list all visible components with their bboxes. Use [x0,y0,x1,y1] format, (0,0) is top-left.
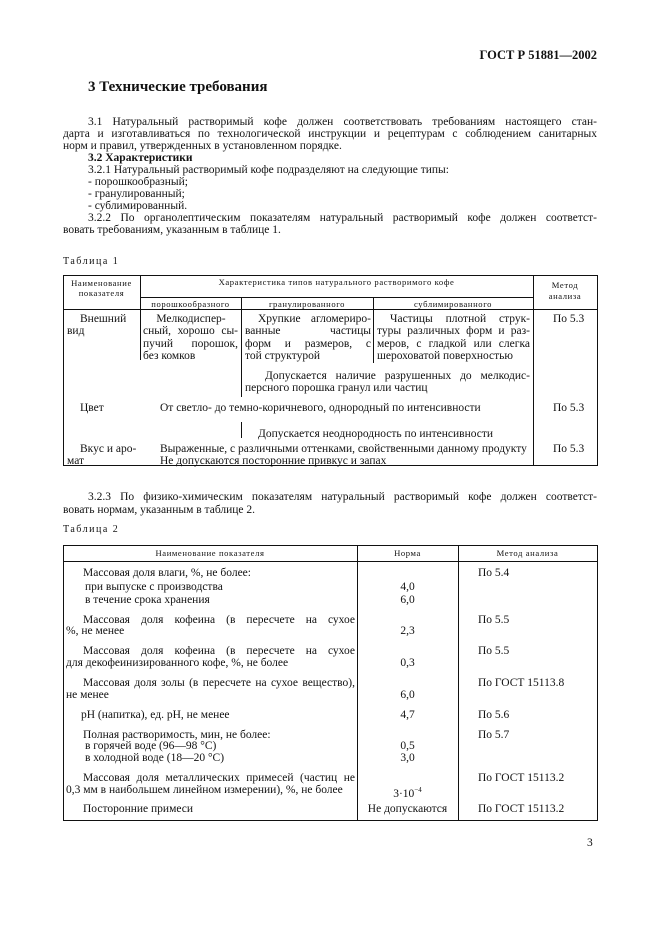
row-name: Полная растворимость, мин, не более: [83,729,271,741]
cell-color: От светло- до темно-коричневого, однородный по интенсивности [160,402,481,414]
cell-granulated: Хрупкие агломериро- [258,313,371,325]
row-norm: 6,0 [400,594,415,606]
divider [533,276,534,465]
row-method: По 5.4 [478,567,510,579]
cell-method: По 5.3 [553,313,585,325]
paragraph-3-2-1: 3.2.1 Натуральный растворимый кофе подразделяют на следующие типы: [88,164,449,176]
divider [458,546,459,820]
row-name: вид [67,325,85,337]
cell-powder: пучий порошок, [143,338,238,350]
col-header-freeze-dried: сублимированного [413,299,493,309]
cell-taste: Не допускаются посторонние привкус и запах [160,455,387,467]
row-name: pH (напитка), ед. pH, не менее [81,709,230,721]
row-name: Внешний [80,313,127,325]
row-name: для декофеинизированного кофе, %, не более [66,657,289,669]
type-list-item: - гранулированный; [88,188,185,200]
cell-granulated: ванные частицы [245,325,371,337]
subsection-title: 3.2 Характеристики [88,152,193,164]
col-header-name: Наименование показателя [155,548,265,558]
row-name: мат [67,455,85,467]
row-name: %, не менее [66,625,125,637]
cell-powder: без комков [143,350,196,362]
cell-freeze-dried: туры различных форм и раз- [377,325,530,337]
type-list-item: - сублимированный. [88,200,188,212]
row-name: в течение срока хранения [85,594,210,606]
table1-caption: Таблица 1 [63,256,120,267]
row-norm: 3,0 [400,752,415,764]
paragraph-3-1-line: норм и правил, утвержденных в установленном порядке. [63,140,342,152]
col-header-granulated: гранулированного [268,299,346,309]
paragraph-3-2-3-line: 3.2.3 По физико-химическим показателям натуральный растворимый кофе должен соответст- [88,491,597,503]
table2-caption: Таблица 2 [63,524,120,535]
cell-granulated: той структурой [245,350,320,362]
row-name: Массовая доля кофеина (в пересчете на сухое [83,645,355,657]
col-header-name: показателя [78,288,125,298]
row-name: Массовая доля влаги, %, не более: [83,567,251,579]
col-header-method: анализа [548,291,582,301]
row-method: По ГОСТ 15113.8 [478,677,565,689]
cell-powder: сный, хорошо сы- [143,325,238,337]
row-name: Массовая доля кофеина (в пересчете на сухое [83,614,355,626]
cell-powder: Мелкодиспер- [156,313,226,325]
cell-taste: Выраженные, с различными оттенками, свойственными данному продукту [160,443,527,455]
row-method: По ГОСТ 15113.2 [478,772,565,784]
col-header-name: Наименование [71,278,132,288]
type-list-item: - порошкообразный; [88,176,188,188]
row-name: Вкус и аро- [80,443,137,455]
row-method: По 5.5 [478,614,510,626]
divider [241,422,242,438]
row-name: не менее [66,689,109,701]
row-name: Цвет [80,402,104,414]
row-norm: 6,0 [400,689,415,701]
row-norm: 0,5 [400,740,415,752]
paragraph-3-2-3-line: вовать нормам, указанным в таблице 2. [63,504,256,516]
paragraph-3-2-2-line: 3.2.2 По органолептическим показателям натуральный растворимый кофе должен соответст- [88,212,597,224]
cell-note: персного порошка гранул или частиц [245,382,428,394]
section-title: 3 Технические требования [88,79,268,95]
cell-freeze-dried: шероховатой поверхностью [377,350,514,362]
cell-freeze-dried: Частицы плотной струк- [390,313,530,325]
col-header-norm: Норма [394,548,421,558]
cell-method: По 5.3 [553,443,585,455]
row-norm: 4,0 [400,581,415,593]
divider [241,297,242,397]
row-name: Посторонние примеси [83,803,193,815]
divider [63,561,597,562]
document-code: ГОСТ Р 51881—2002 [479,48,597,62]
paragraph-3-1-line: 3.1 Натуральный растворимый кофе должен соответствовать требованиям настоящего стан- [88,116,597,128]
row-name: Массовая доля золы (в пересчете на сухое вещество), [83,677,355,689]
cell-method: По 5.3 [553,402,585,414]
row-name: при выпуске с производства [85,581,223,593]
paragraph-3-1-line: дарта и изготавливаться по технологической инструкции и рецептурам с соблюдением санитарных [63,128,597,140]
row-name: Массовая доля металлических примесей (частиц не [83,772,355,784]
row-norm: 2,3 [400,625,415,637]
row-norm: 4,7 [400,709,415,721]
row-method: По 5.6 [478,709,510,721]
col-header-powder: порошкообразного [151,299,230,309]
col-header-method: Метод анализа [496,548,559,558]
row-norm [357,783,458,800]
page-number: 3 [587,837,593,849]
col-header-method: Метод [551,280,579,290]
row-name: в горячей воде (96—98 °С) [85,740,217,752]
col-header-group: Характеристика типов натурального растворимого кофе [218,277,455,287]
cell-color-note: Допускается неоднородность по интенсивности [258,428,494,440]
row-method: По 5.7 [478,729,510,741]
row-name: 0,3 мм в наибольшем линейном измерении), %, не более [66,784,343,796]
cell-freeze-dried: меров, с гладкой или слегка [377,338,530,350]
cell-note: Допускается наличие разрушенных до мелкодис- [265,370,530,382]
row-name: в холодной воде (18—20 °С) [85,752,225,764]
cell-granulated: форм и размеров, с [245,338,371,350]
row-method: По ГОСТ 15113.2 [478,803,565,815]
norm-exponent: −4 [414,786,422,794]
row-norm: Не допускаются [367,803,448,815]
paragraph-3-2-2-line: вовать требованиям, указанным в таблице 1. [63,224,281,236]
row-norm: 0,3 [400,657,415,669]
row-method: По 5.5 [478,645,510,657]
norm-base: 3·10 [393,787,415,800]
